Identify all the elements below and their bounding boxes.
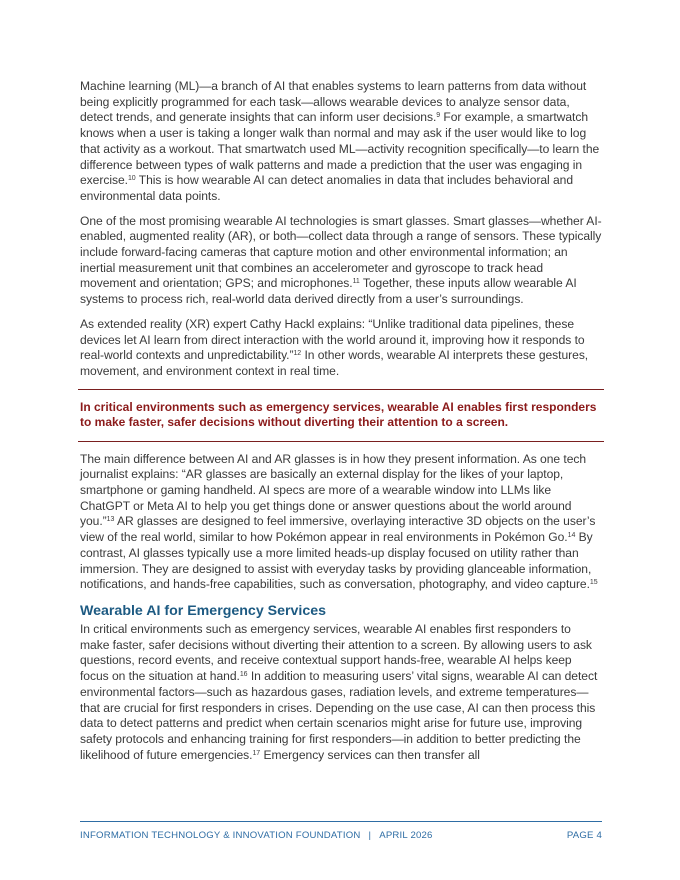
paragraph-extended-reality (80, 317, 602, 380)
footnote-ref[interactable]: 16 (239, 671, 248, 679)
section-heading: Wearable AI for Emergency Services (80, 602, 327, 619)
paragraph-text: One of the most promising wearable AI technologies is smart glasses. Smart glasses—whether AI-enabled, augmented reality (AR), or both—collect data through a range of sensors. These typically include forward-facing cameras that capture motion and other environmental information; an inertial measurement unit that combines an accelerometer and gyroscope to track head movement and orientation; GPS; and microphones. (80, 213, 602, 291)
paragraph-machine-learning (80, 79, 602, 205)
footer-organization: INFORMATION TECHNOLOGY & INNOVATION FOUNDATION (80, 830, 361, 841)
paragraph-text: In critical environments such as emergency services, wearable AI enables first responders to make faster, safer decisions without diverting their attention to a screen. By allowing users to ask questions, record events, and receive contextual support hands-free, wearable AI helps keep focus on the situation at hand. (80, 621, 592, 684)
footer-date: APRIL 2026 (379, 830, 433, 841)
footnote-ref[interactable]: 10 (127, 175, 136, 183)
paragraph-text: This is how wearable AI can detect anomalies in data that includes behavioral and environmental data points. (80, 173, 574, 203)
paragraph-text: For example, a smartwatch knows when a user is taking a longer walk than normal and may ask if the user would like to log that activity as a workout. That smartwatch used ML—activity recognition specifically—to learn the difference between types of walk patterns and made a prediction that the user was engaging in exercise. (80, 110, 600, 188)
footnote-ref[interactable]: 15 (589, 579, 598, 587)
pull-quote-callout: In critical environments such as emergency services, wearable AI enables first responders to make faster, safer decisions without diverting their attention to a screen. (78, 389, 604, 442)
footnote-ref[interactable]: 14 (567, 532, 576, 540)
paragraph-text: The main difference between AI and AR glasses is in how they present information. As one tech journalist explains: “AR glasses are basically an external display for the likes of your laptop, smartphone or gaming handheld. AI specs are more of a wearable window into LLMs like ChatGPT or Meta AI to help you get things done or answer questions about the world around you.” (80, 451, 587, 529)
paragraph-text: Machine learning (ML)—a branch of AI that enables systems to learn patterns from data without being explicitly programmed for each task—allows wearable devices to analyze sensor data, detect trends, and generate insights that can inform user decisions. (80, 79, 587, 125)
paragraph-text: Together, these inputs allow wearable AI systems to process rich, real-world data derived directly from a user’s surroundings. (80, 276, 577, 307)
page-number: PAGE 4 (566, 830, 602, 841)
paragraph-text: Emergency services can then transfer all (260, 747, 480, 762)
footnote-ref[interactable]: 9 (436, 112, 441, 120)
paragraph-smart-glasses (80, 214, 602, 308)
footnote-ref[interactable]: 17 (252, 749, 261, 757)
paragraph-text: AR glasses are designed to feel immersive, overlaying interactive 3D objects on the user’s view of the real world, similar to how Pokémon appear in real environments in Pokémon Go. (80, 514, 596, 545)
footnote-ref[interactable]: 11 (352, 278, 360, 286)
paragraph-emergency-services (80, 622, 602, 763)
page-footer (80, 821, 602, 841)
footer-separator: | (368, 830, 372, 841)
paragraph-text: In addition to measuring users’ vital signs, wearable AI can detect environmental factors—such as hazardous gases, radiation levels, and extreme temperatures—that are crucial for first responders in crises. Depending on the use case, AI can then process this data to detect patterns and predict when certain scenarios might arise for future use, improving safety protocols and enhancing training for first responders—in addition to better predicting the likelihood of future emergencies. (80, 669, 598, 762)
footnote-ref[interactable]: 13 (106, 516, 115, 524)
document-page (80, 79, 602, 772)
paragraph-text: In other words, wearable AI interprets these gestures, movement, and environment context in real time. (80, 348, 589, 378)
footer-left (80, 830, 433, 841)
paragraph-text: As extended reality (XR) expert Cathy Hackl explains: “Unlike traditional data pipelines, these devices let AI learn from direct interaction with the world around it, improving how it responds to real-world contexts and unpredictability.” (80, 316, 585, 363)
footnote-ref[interactable]: 12 (293, 350, 302, 358)
paragraph-text: By contrast, AI glasses typically use a more limited heads-up display focused on utility rather than immersion. They are designed to assist with everyday tasks by providing glanceable information, notifications, and hands-free capabilities, such as conversation, photography, and video capture. (80, 530, 593, 592)
paragraph-ai-vs-ar (80, 452, 602, 593)
